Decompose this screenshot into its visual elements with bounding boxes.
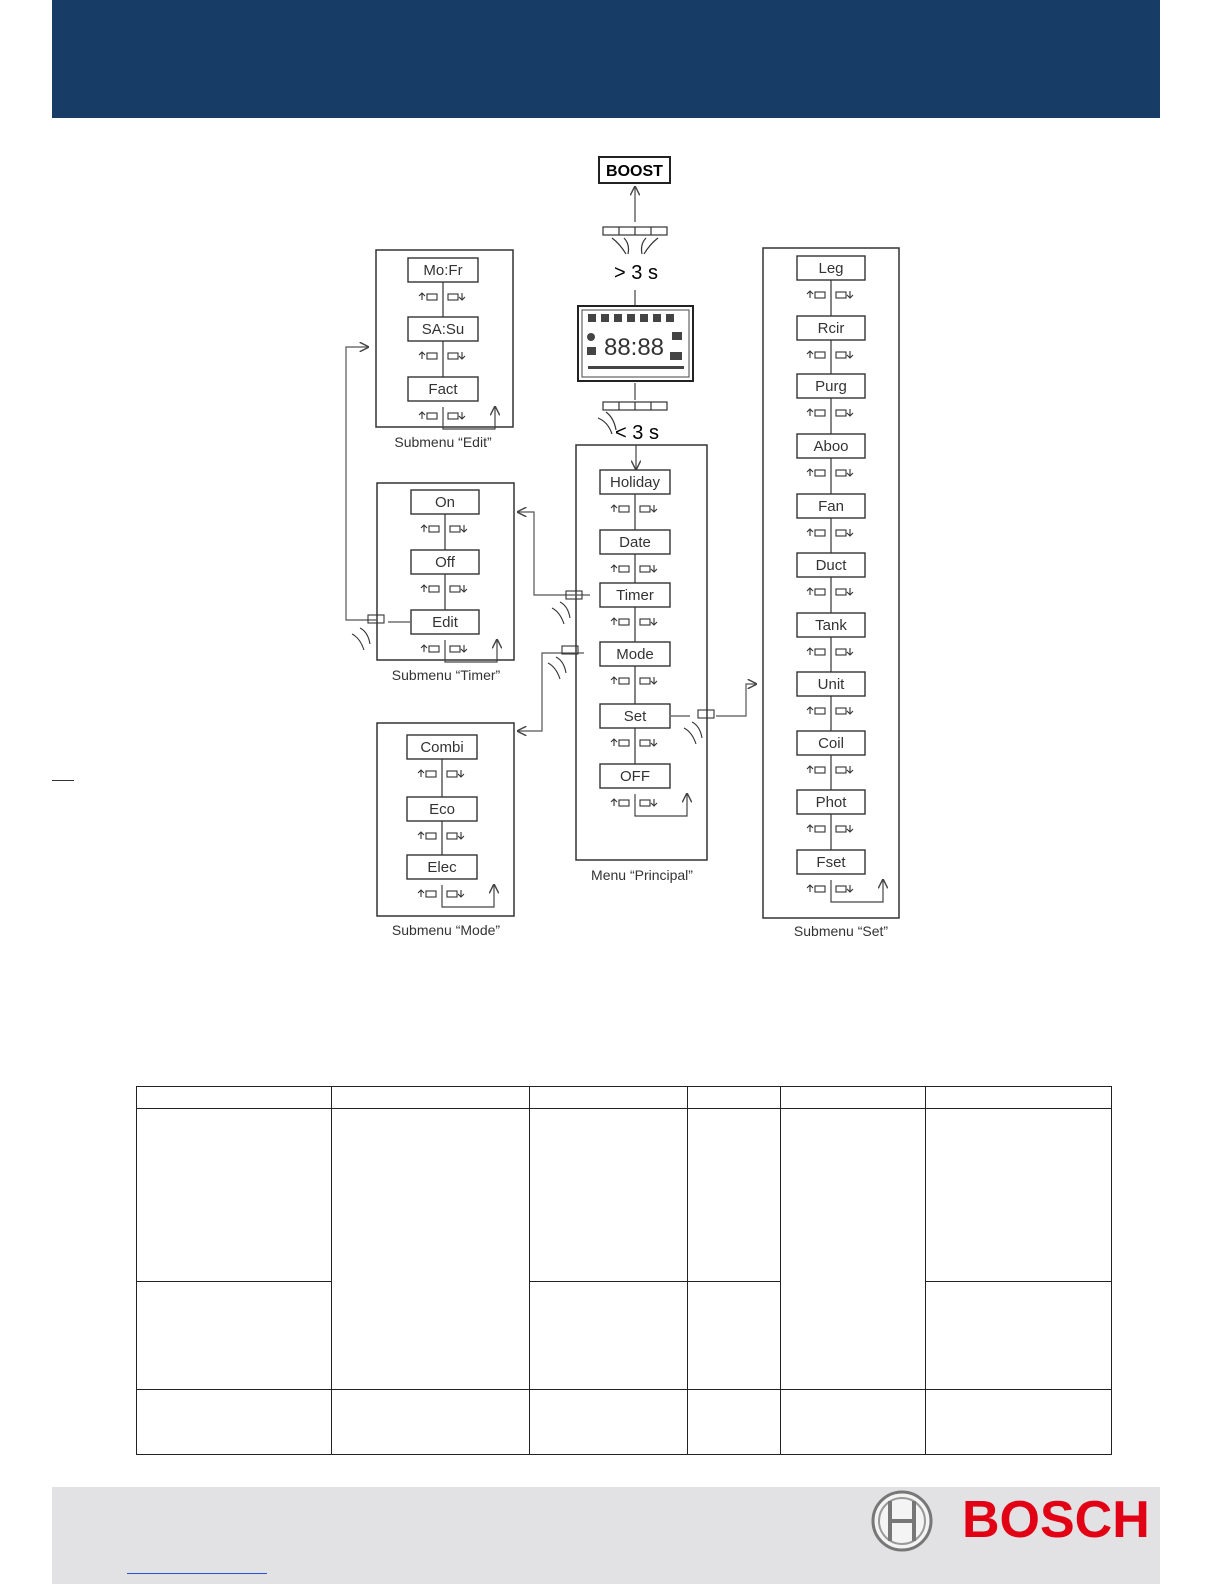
boost-label: BOOST	[606, 163, 663, 180]
menu-item-label: Fset	[816, 854, 846, 871]
menu-item-label: Unit	[817, 676, 845, 693]
table-cell	[530, 1109, 688, 1281]
table-cell	[781, 1109, 926, 1390]
updown-buttons-icon	[807, 469, 853, 476]
table-cell	[926, 1109, 1112, 1281]
menu-item-label: Tank	[815, 617, 847, 634]
menu-item-label: Combi	[420, 739, 464, 756]
menu-item	[411, 490, 479, 514]
updown-buttons-icon	[419, 293, 465, 300]
menu-item	[797, 434, 865, 458]
updown-buttons-icon	[421, 645, 467, 652]
updown-buttons-icon	[611, 677, 657, 684]
bosch-wordmark: BOSCH	[962, 1491, 1150, 1549]
menu-principal	[576, 445, 707, 883]
menu-item	[408, 258, 478, 282]
menu-item-label: Timer	[616, 587, 654, 604]
table-cell	[137, 1109, 332, 1281]
table-cell	[332, 1109, 530, 1390]
submenu-mode	[377, 723, 514, 938]
updown-buttons-icon	[611, 505, 657, 512]
menu-item	[797, 553, 865, 577]
table-cell	[688, 1389, 781, 1454]
menu-item	[797, 494, 865, 518]
menu-item	[411, 610, 479, 634]
table-cell	[530, 1281, 688, 1389]
menu-item	[797, 672, 865, 696]
bosch-armature-logo	[870, 1489, 934, 1553]
table-cell	[137, 1389, 332, 1454]
updown-buttons-icon	[807, 291, 853, 298]
table-header-cell	[688, 1087, 781, 1109]
menu-item	[600, 704, 670, 728]
hold-short-label: < 3 s	[615, 422, 659, 444]
menu-item-label: Off	[435, 554, 455, 571]
table-header-cell	[781, 1087, 926, 1109]
menu-item-label: Date	[619, 534, 651, 551]
menu-item-label: Set	[623, 708, 647, 725]
table-header-cell	[137, 1087, 332, 1109]
submenu-timer	[377, 483, 514, 683]
updown-buttons-icon	[611, 799, 657, 806]
updown-buttons-icon	[807, 351, 853, 358]
menu-item-label: Coil	[818, 735, 844, 752]
table-header-cell	[332, 1087, 530, 1109]
menu-item-label: Holiday	[609, 474, 661, 491]
submenu-edit	[376, 250, 513, 450]
menu-item	[407, 855, 477, 879]
menu-item	[797, 374, 865, 398]
menu-item-label: On	[434, 494, 456, 511]
menu-item	[407, 735, 477, 759]
submenu-edit-caption: Submenu “Edit”	[394, 434, 492, 450]
menu-item-label: OFF	[620, 768, 650, 785]
table-cell	[781, 1389, 926, 1454]
submenu-mode-caption: Submenu “Mode”	[391, 922, 501, 938]
menu-item-label: Aboo	[813, 438, 849, 455]
menu-item	[411, 550, 479, 574]
menu-item-label: Fact	[428, 381, 458, 398]
menu-item-label: Rcir	[817, 320, 845, 337]
hand-press-icon	[603, 227, 667, 254]
table-cell	[688, 1281, 781, 1389]
menu-item	[600, 470, 670, 494]
submenu-set	[763, 248, 899, 939]
updown-buttons-icon	[807, 766, 853, 773]
updown-buttons-icon	[418, 890, 464, 897]
updown-buttons-icon	[807, 707, 853, 714]
table-cell	[926, 1389, 1112, 1454]
lcd-display	[578, 306, 693, 381]
menu-item	[600, 583, 670, 607]
menu-item-label: Mo:Fr	[423, 262, 463, 279]
menu-item	[408, 317, 478, 341]
menu-item	[600, 764, 670, 788]
hold-long-label: > 3 s	[614, 262, 658, 284]
footer-link[interactable]	[127, 1555, 267, 1574]
table-cell	[926, 1281, 1112, 1389]
updown-buttons-icon	[611, 739, 657, 746]
menu-item	[797, 316, 865, 340]
menu-item	[797, 731, 865, 755]
updown-buttons-icon	[807, 409, 853, 416]
table-header-cell	[926, 1087, 1112, 1109]
table-cell	[332, 1389, 530, 1454]
menu-item-label: SA:Su	[421, 321, 465, 338]
submenu-set-caption: Submenu “Set”	[793, 923, 889, 939]
menu-item-label: Mode	[616, 646, 654, 663]
menu-item-label: Eco	[429, 801, 455, 818]
updown-buttons-icon	[418, 770, 464, 777]
menu-item	[797, 613, 865, 637]
menu-item	[797, 256, 865, 280]
updown-buttons-icon	[421, 585, 467, 592]
menu-item-label: Duct	[815, 557, 847, 574]
updown-buttons-icon	[807, 648, 853, 655]
updown-buttons-icon	[807, 885, 853, 892]
menu-item	[797, 850, 865, 874]
hand-icon-timer	[552, 591, 582, 624]
menu-item	[408, 377, 478, 401]
spec-table	[136, 1086, 1112, 1455]
hand-icon-mode	[548, 646, 578, 679]
updown-buttons-icon	[419, 352, 465, 359]
boost-box	[599, 157, 670, 183]
updown-buttons-icon	[807, 825, 853, 832]
updown-buttons-icon	[418, 832, 464, 839]
updown-buttons-icon	[611, 618, 657, 625]
menu-item	[600, 530, 670, 554]
menu-item	[797, 790, 865, 814]
menu-item	[407, 797, 477, 821]
table-cell	[688, 1109, 781, 1281]
updown-buttons-icon	[421, 525, 467, 532]
menu-item-label: Leg	[818, 260, 844, 277]
updown-buttons-icon	[611, 565, 657, 572]
lcd-digits: 88:88	[603, 334, 665, 361]
menu-item-label: Fan	[818, 498, 844, 515]
updown-buttons-icon	[807, 529, 853, 536]
updown-buttons-icon	[419, 412, 465, 419]
submenu-timer-caption: Submenu “Timer”	[391, 667, 501, 683]
table-header-cell	[530, 1087, 688, 1109]
menu-item-label: Purg	[815, 378, 847, 395]
table-cell	[137, 1281, 332, 1389]
menu-item-label: Edit	[432, 614, 458, 631]
menu-item-label: Phot	[815, 794, 847, 811]
hand-icon-set	[684, 710, 714, 744]
menu-principal-caption: Menu “Principal”	[591, 867, 693, 883]
updown-buttons-icon	[807, 588, 853, 595]
table-cell	[530, 1389, 688, 1454]
menu-item	[600, 642, 670, 666]
menu-item-label: Elec	[427, 859, 457, 876]
